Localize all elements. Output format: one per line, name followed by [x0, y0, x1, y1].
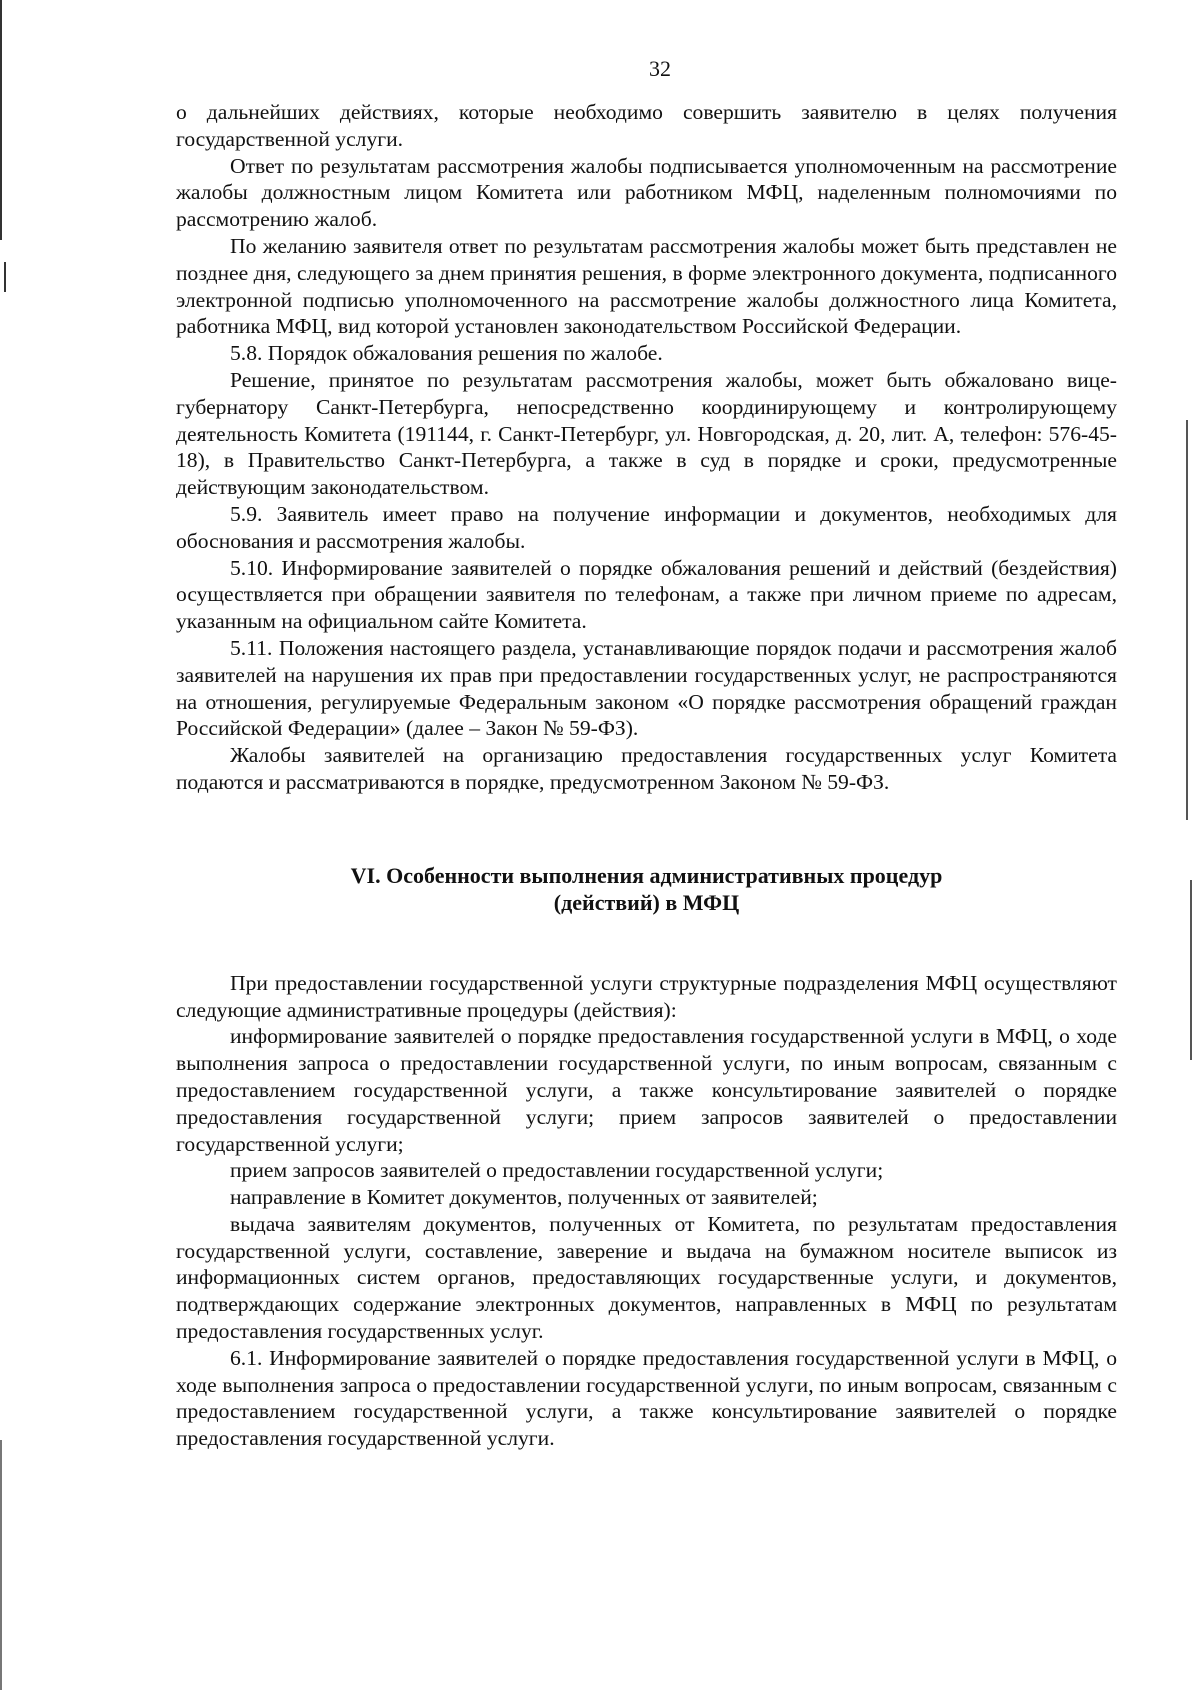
paragraph-5-10: 5.10. Информирование заявителей о порядке обжалования решений и действий (бездействия) осуществляется при обращении заявителя по телефонам, а также при личном приеме по адресам, указанным на официальном сайте Комитета.: [176, 555, 1117, 634]
section-heading-line-1: VI. Особенности выполнения административных процедур: [350, 862, 943, 888]
paragraph-5-9: 5.9. Заявитель имеет право на получение информации и документов, необходимых для обоснования и рассмотрения жалобы.: [176, 501, 1117, 553]
section-heading-line-2: (действий) в МФЦ: [553, 889, 740, 915]
document-body: [176, 99, 1117, 1452]
paragraph-5-11: 5.11. Положения настоящего раздела, устанавливающие порядок подачи и рассмотрения жалоб заявителей на нарушения их прав при предоставлении государственных услуг, не распространяются на отношения, регулируемые Федеральным законом «О порядке рассмотрения обращений граждан Российской Федерации» (далее – Закон № 59-ФЗ).: [176, 635, 1117, 741]
paragraph: Ответ по результатам рассмотрения жалобы подписывается уполномоченным на рассмотрение жалобы должностным лицом Комитета или работником МФЦ, наделенным полномочиями по рассмотрению жалоб.: [176, 153, 1117, 232]
section-heading: [176, 862, 1117, 916]
scan-edge-left-bottom: [0, 1440, 2, 1690]
scan-edge-right-1: [1186, 420, 1188, 820]
list-item: направление в Комитет документов, полученных от заявителей;: [230, 1185, 818, 1210]
paragraph: Жалобы заявителей на организацию предоставления государственных услуг Комитета подаются и рассматриваются в порядке, предусмотренном Законом № 59-ФЗ.: [176, 743, 1117, 794]
scan-edge-right-2: [1190, 880, 1192, 1060]
paragraph: Решение, принятое по результатам рассмотрения жалобы, может быть обжаловано вице-губернатору Санкт-Петербурга, непосредственно координирующему и контролирующему деятельность Комитета (191144, г. Санкт-Петербург, ул. Новгородская, д. 20, лит. А, телефон: 576-45-18), в Правительство Санкт-Петербурга, а также в суд в порядке и сроки, предусмотренные действующим законодательством.: [176, 367, 1117, 500]
scan-edge-left-top: [0, 0, 2, 240]
list-item: информирование заявителей о порядке предоставления государственной услуги в МФЦ, о ходе выполнения запроса о предоставлении государственной услуги, по иным вопросам, связанным с предоставлением государственной услуги, а также консультирование заявителей о порядке предоставления государственной услуги; прием запросов заявителей о предоставлении государственной услуги;: [176, 1024, 1117, 1156]
paragraph: о дальнейших действиях, которые необходимо совершить заявителю в целях получения государственной услуги.: [176, 100, 1117, 151]
paragraph: При предоставлении государственной услуги структурные подразделения МФЦ осуществляют следующие административные процедуры (действия):: [176, 970, 1117, 1022]
list-item: прием запросов заявителей о предоставлении государственной услуги;: [230, 1158, 884, 1183]
paragraph-6-1: 6.1. Информирование заявителей о порядке предоставления государственной услуги в МФЦ, о ходе выполнения запроса о предоставлении государственной услуги, по иным вопросам, связанным с предоставлением государственной услуги, а также консультирование заявителей о порядке предоставления государственной услуги.: [176, 1345, 1117, 1451]
page-number: 32: [649, 56, 671, 81]
list-item: выдача заявителям документов, полученных от Комитета, по результатам предоставления государственной услуги, составление, заверение и выдача на бумажном носителе выписок из информационных систем органов, предоставляющих государственные услуги, и документов, подтверждающих содержание электронных документов, направленных в МФЦ по результатам предоставления государственных услуг.: [176, 1211, 1117, 1344]
paragraph: По желанию заявителя ответ по результатам рассмотрения жалобы может быть представлен не позднее дня, следующего за днем принятия решения, в форме электронного документа, подписанного электронной подписью уполномоченного на рассмотрение жалобы должностного лица Комитета, работника МФЦ, вид которой установлен законодательством Российской Федерации.: [176, 233, 1117, 339]
scan-edge-left-mid: [4, 262, 6, 292]
paragraph-5-8: 5.8. Порядок обжалования решения по жалобе.: [230, 341, 663, 366]
